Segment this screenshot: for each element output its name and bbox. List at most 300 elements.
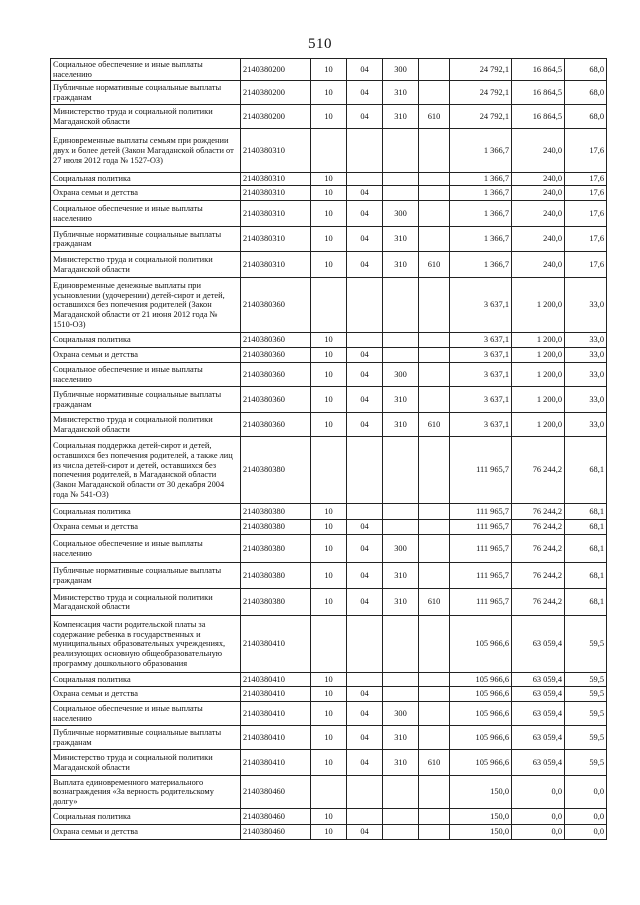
- table-row: [51, 673, 607, 687]
- table-body: [51, 59, 607, 840]
- row-department: [419, 363, 450, 387]
- row-name: Министерство труда и социальной политики Магаданской области: [51, 252, 241, 278]
- row-planned-amount: 3 637,1: [450, 363, 512, 387]
- row-actual-amount: 1 200,0: [512, 333, 565, 348]
- row-planned-amount: 111 965,7: [450, 589, 512, 616]
- row-expense-type: [383, 278, 419, 333]
- row-code: 2140380410: [241, 726, 311, 750]
- row-section: 10: [311, 504, 347, 520]
- table-row: [51, 589, 607, 616]
- row-name: Единовременные выплаты семьям при рождении двух и более детей (Закон Магаданской области от 27 июля 2012 года № 1527-ОЗ): [51, 129, 241, 173]
- row-expense-type: 310: [383, 413, 419, 437]
- row-percent: 68,1: [565, 504, 607, 520]
- table-row: [51, 825, 607, 840]
- row-planned-amount: 24 792,1: [450, 81, 512, 105]
- row-subsection: 04: [347, 825, 383, 840]
- row-expense-type: 310: [383, 81, 419, 105]
- table-row: [51, 105, 607, 129]
- table-row: [51, 59, 607, 81]
- row-subsection: 04: [347, 186, 383, 201]
- row-actual-amount: 1 200,0: [512, 278, 565, 333]
- table-row: [51, 252, 607, 278]
- row-expense-type: [383, 520, 419, 535]
- row-code: 2140380460: [241, 776, 311, 809]
- row-expense-type: 300: [383, 535, 419, 563]
- row-code: 2140380380: [241, 535, 311, 563]
- row-subsection: 04: [347, 252, 383, 278]
- row-subsection: [347, 504, 383, 520]
- row-department: [419, 673, 450, 687]
- row-department: [419, 726, 450, 750]
- row-expense-type: [383, 809, 419, 825]
- row-section: 10: [311, 252, 347, 278]
- row-section: [311, 129, 347, 173]
- row-planned-amount: 1 366,7: [450, 129, 512, 173]
- row-section: [311, 437, 347, 504]
- row-percent: 68,1: [565, 520, 607, 535]
- row-name: Охрана семьи и детства: [51, 186, 241, 201]
- row-expense-type: [383, 129, 419, 173]
- row-code: 2140380410: [241, 616, 311, 673]
- table-row: [51, 437, 607, 504]
- row-expense-type: [383, 776, 419, 809]
- row-section: 10: [311, 726, 347, 750]
- row-section: 10: [311, 81, 347, 105]
- row-expense-type: [383, 333, 419, 348]
- table-row: [51, 201, 607, 227]
- row-department: [419, 437, 450, 504]
- row-percent: 33,0: [565, 348, 607, 363]
- row-section: [311, 616, 347, 673]
- row-actual-amount: 0,0: [512, 825, 565, 840]
- table-row: [51, 278, 607, 333]
- row-code: 2140380380: [241, 563, 311, 589]
- row-code: 2140380200: [241, 59, 311, 81]
- row-percent: 68,0: [565, 105, 607, 129]
- row-subsection: 04: [347, 520, 383, 535]
- row-code: 2140380460: [241, 809, 311, 825]
- row-name: Публичные нормативные социальные выплаты гражданам: [51, 227, 241, 252]
- row-code: 2140380380: [241, 589, 311, 616]
- row-code: 2140380360: [241, 333, 311, 348]
- row-department: [419, 59, 450, 81]
- row-percent: 0,0: [565, 809, 607, 825]
- row-name: Министерство труда и социальной политики Магаданской области: [51, 413, 241, 437]
- row-name: Публичные нормативные социальные выплаты гражданам: [51, 387, 241, 413]
- row-actual-amount: 1 200,0: [512, 387, 565, 413]
- row-code: 2140380360: [241, 413, 311, 437]
- row-section: 10: [311, 413, 347, 437]
- row-section: 10: [311, 687, 347, 702]
- row-department: [419, 201, 450, 227]
- row-percent: 0,0: [565, 776, 607, 809]
- row-percent: 17,6: [565, 201, 607, 227]
- row-department: [419, 825, 450, 840]
- row-expense-type: [383, 348, 419, 363]
- row-actual-amount: 76 244,2: [512, 589, 565, 616]
- row-planned-amount: 24 792,1: [450, 105, 512, 129]
- row-planned-amount: 105 966,6: [450, 726, 512, 750]
- row-planned-amount: 1 366,7: [450, 186, 512, 201]
- row-percent: 68,1: [565, 535, 607, 563]
- row-department: [419, 186, 450, 201]
- row-actual-amount: 63 059,4: [512, 673, 565, 687]
- row-actual-amount: 1 200,0: [512, 348, 565, 363]
- row-department: [419, 687, 450, 702]
- row-code: 2140380410: [241, 750, 311, 776]
- row-section: 10: [311, 825, 347, 840]
- row-expense-type: [383, 186, 419, 201]
- row-department: [419, 504, 450, 520]
- row-planned-amount: 111 965,7: [450, 520, 512, 535]
- row-name: Охрана семьи и детства: [51, 825, 241, 840]
- row-name: Единовременные денежные выплаты при усыновлении (удочерении) детей-сирот и детей, оставшихся без попечения родителей (Закон Магаданской области от 21 июня 2012 года № 1510-ОЗ): [51, 278, 241, 333]
- row-section: 10: [311, 173, 347, 186]
- row-expense-type: [383, 687, 419, 702]
- table-row: [51, 563, 607, 589]
- row-section: 10: [311, 227, 347, 252]
- row-expense-type: 310: [383, 105, 419, 129]
- row-department: [419, 702, 450, 726]
- row-department: [419, 387, 450, 413]
- row-expense-type: 310: [383, 252, 419, 278]
- row-section: 10: [311, 387, 347, 413]
- row-department: [419, 616, 450, 673]
- row-actual-amount: 63 059,4: [512, 616, 565, 673]
- row-department: 610: [419, 589, 450, 616]
- row-subsection: [347, 437, 383, 504]
- row-section: [311, 278, 347, 333]
- row-actual-amount: 16 864,5: [512, 105, 565, 129]
- row-section: 10: [311, 750, 347, 776]
- row-code: 2140380310: [241, 201, 311, 227]
- table-row: [51, 227, 607, 252]
- row-planned-amount: 1 366,7: [450, 252, 512, 278]
- row-percent: 59,5: [565, 673, 607, 687]
- row-section: 10: [311, 589, 347, 616]
- row-planned-amount: 1 366,7: [450, 201, 512, 227]
- row-name: Социальная политика: [51, 333, 241, 348]
- row-expense-type: 300: [383, 363, 419, 387]
- row-planned-amount: 150,0: [450, 776, 512, 809]
- row-section: 10: [311, 363, 347, 387]
- row-subsection: 04: [347, 413, 383, 437]
- row-name: Публичные нормативные социальные выплаты гражданам: [51, 563, 241, 589]
- row-subsection: 04: [347, 535, 383, 563]
- row-department: 610: [419, 252, 450, 278]
- row-percent: 33,0: [565, 278, 607, 333]
- table-row: [51, 504, 607, 520]
- row-percent: 68,0: [565, 81, 607, 105]
- row-actual-amount: 0,0: [512, 776, 565, 809]
- row-subsection: 04: [347, 687, 383, 702]
- row-actual-amount: 240,0: [512, 201, 565, 227]
- table-row: [51, 173, 607, 186]
- row-subsection: 04: [347, 105, 383, 129]
- row-department: [419, 520, 450, 535]
- row-name: Министерство труда и социальной политики Магаданской области: [51, 105, 241, 129]
- row-percent: 17,6: [565, 186, 607, 201]
- row-name: Охрана семьи и детства: [51, 520, 241, 535]
- table-row: [51, 129, 607, 173]
- row-code: 2140380360: [241, 348, 311, 363]
- row-department: [419, 173, 450, 186]
- row-percent: 33,0: [565, 413, 607, 437]
- row-percent: 17,6: [565, 252, 607, 278]
- row-name: Публичные нормативные социальные выплаты гражданам: [51, 81, 241, 105]
- row-subsection: [347, 776, 383, 809]
- row-actual-amount: 240,0: [512, 173, 565, 186]
- row-planned-amount: 111 965,7: [450, 535, 512, 563]
- row-expense-type: [383, 437, 419, 504]
- row-actual-amount: 240,0: [512, 227, 565, 252]
- row-code: 2140380200: [241, 81, 311, 105]
- row-section: 10: [311, 809, 347, 825]
- row-expense-type: 310: [383, 387, 419, 413]
- row-code: 2140380310: [241, 252, 311, 278]
- row-code: 2140380310: [241, 173, 311, 186]
- table-row: [51, 348, 607, 363]
- row-subsection: [347, 809, 383, 825]
- table-row: [51, 535, 607, 563]
- row-code: 2140380410: [241, 702, 311, 726]
- row-subsection: 04: [347, 726, 383, 750]
- table-row: [51, 776, 607, 809]
- row-subsection: 04: [347, 81, 383, 105]
- row-percent: 68,1: [565, 563, 607, 589]
- row-name: Компенсация части родительской платы за содержание ребенка в государственных и муниципальных образовательных учреждениях, реализующих основную общеобразовательную программу дошкольного образования: [51, 616, 241, 673]
- row-expense-type: [383, 673, 419, 687]
- row-department: [419, 278, 450, 333]
- row-name: Социальное обеспечение и иные выплаты населению: [51, 702, 241, 726]
- row-actual-amount: 1 200,0: [512, 413, 565, 437]
- row-department: 610: [419, 750, 450, 776]
- row-department: [419, 809, 450, 825]
- row-subsection: [347, 616, 383, 673]
- table-row: [51, 616, 607, 673]
- row-planned-amount: 3 637,1: [450, 413, 512, 437]
- table-row: [51, 809, 607, 825]
- row-planned-amount: 111 965,7: [450, 504, 512, 520]
- row-code: 2140380410: [241, 687, 311, 702]
- row-name: Социальная политика: [51, 809, 241, 825]
- row-planned-amount: 105 966,6: [450, 702, 512, 726]
- row-code: 2140380360: [241, 387, 311, 413]
- table-row: [51, 333, 607, 348]
- row-percent: 17,6: [565, 173, 607, 186]
- row-percent: 68,1: [565, 589, 607, 616]
- row-expense-type: [383, 825, 419, 840]
- row-percent: 17,6: [565, 227, 607, 252]
- row-section: 10: [311, 702, 347, 726]
- row-name: Социальное обеспечение и иные выплаты населению: [51, 535, 241, 563]
- row-name: Социальное обеспечение и иные выплаты населению: [51, 201, 241, 227]
- row-planned-amount: 105 966,6: [450, 616, 512, 673]
- table-row: [51, 81, 607, 105]
- row-actual-amount: 63 059,4: [512, 702, 565, 726]
- table-row: [51, 186, 607, 201]
- row-planned-amount: 24 792,1: [450, 59, 512, 81]
- row-actual-amount: 240,0: [512, 129, 565, 173]
- row-code: 2140380410: [241, 673, 311, 687]
- row-department: [419, 776, 450, 809]
- table-row: [51, 413, 607, 437]
- row-expense-type: 310: [383, 589, 419, 616]
- row-section: 10: [311, 520, 347, 535]
- row-code: 2140380310: [241, 227, 311, 252]
- row-planned-amount: 3 637,1: [450, 278, 512, 333]
- row-expense-type: 310: [383, 726, 419, 750]
- row-actual-amount: 0,0: [512, 809, 565, 825]
- row-percent: 68,0: [565, 59, 607, 81]
- row-subsection: [347, 333, 383, 348]
- row-percent: 33,0: [565, 363, 607, 387]
- row-name: Социальная поддержка детей-сирот и детей, оставшихся без попечения родителей, а также лиц из числа детей-сирот и детей, оставшихся без попечения родителей, в Магаданской области (Закон Магаданской области от 30 декабря 2004 года № 541-ОЗ): [51, 437, 241, 504]
- table-row: [51, 687, 607, 702]
- page-number: 510: [308, 36, 332, 52]
- row-actual-amount: 63 059,4: [512, 726, 565, 750]
- row-planned-amount: 1 366,7: [450, 173, 512, 186]
- row-name: Социальная политика: [51, 673, 241, 687]
- row-percent: 68,1: [565, 437, 607, 504]
- row-code: 2140380360: [241, 363, 311, 387]
- row-actual-amount: 76 244,2: [512, 437, 565, 504]
- row-planned-amount: 150,0: [450, 809, 512, 825]
- row-department: 610: [419, 413, 450, 437]
- table-row: [51, 520, 607, 535]
- row-percent: 33,0: [565, 333, 607, 348]
- row-section: 10: [311, 105, 347, 129]
- table-row: [51, 726, 607, 750]
- row-actual-amount: 76 244,2: [512, 535, 565, 563]
- row-department: [419, 227, 450, 252]
- row-expense-type: 300: [383, 201, 419, 227]
- row-planned-amount: 105 966,6: [450, 687, 512, 702]
- row-expense-type: 300: [383, 702, 419, 726]
- row-subsection: 04: [347, 387, 383, 413]
- row-section: 10: [311, 59, 347, 81]
- row-department: [419, 535, 450, 563]
- row-subsection: 04: [347, 702, 383, 726]
- row-actual-amount: 76 244,2: [512, 504, 565, 520]
- row-code: 2140380380: [241, 437, 311, 504]
- row-department: [419, 348, 450, 363]
- row-subsection: [347, 129, 383, 173]
- row-planned-amount: 150,0: [450, 825, 512, 840]
- row-section: 10: [311, 186, 347, 201]
- row-name: Публичные нормативные социальные выплаты гражданам: [51, 726, 241, 750]
- row-percent: 59,5: [565, 750, 607, 776]
- row-subsection: 04: [347, 750, 383, 776]
- row-department: 610: [419, 105, 450, 129]
- budget-table: [50, 58, 607, 840]
- row-name: Охрана семьи и детства: [51, 348, 241, 363]
- row-percent: 59,5: [565, 687, 607, 702]
- row-percent: 0,0: [565, 825, 607, 840]
- row-actual-amount: 63 059,4: [512, 687, 565, 702]
- row-subsection: 04: [347, 348, 383, 363]
- row-planned-amount: 1 366,7: [450, 227, 512, 252]
- row-subsection: 04: [347, 363, 383, 387]
- row-department: [419, 81, 450, 105]
- row-name: Охрана семьи и детства: [51, 687, 241, 702]
- row-percent: 17,6: [565, 129, 607, 173]
- row-code: 2140380310: [241, 186, 311, 201]
- row-actual-amount: 240,0: [512, 186, 565, 201]
- row-subsection: 04: [347, 59, 383, 81]
- row-planned-amount: 105 966,6: [450, 750, 512, 776]
- row-planned-amount: 111 965,7: [450, 437, 512, 504]
- row-section: 10: [311, 673, 347, 687]
- row-expense-type: [383, 504, 419, 520]
- row-section: 10: [311, 535, 347, 563]
- row-section: 10: [311, 333, 347, 348]
- table-row: [51, 702, 607, 726]
- table-row: [51, 363, 607, 387]
- row-actual-amount: 240,0: [512, 252, 565, 278]
- row-code: 2140380380: [241, 504, 311, 520]
- row-code: 2140380200: [241, 105, 311, 129]
- row-section: [311, 776, 347, 809]
- row-expense-type: 310: [383, 563, 419, 589]
- row-planned-amount: 3 637,1: [450, 348, 512, 363]
- row-name: Министерство труда и социальной политики Магаданской области: [51, 589, 241, 616]
- row-percent: 33,0: [565, 387, 607, 413]
- row-expense-type: [383, 616, 419, 673]
- row-code: 2140380380: [241, 520, 311, 535]
- row-percent: 59,5: [565, 726, 607, 750]
- row-subsection: 04: [347, 589, 383, 616]
- row-subsection: [347, 278, 383, 333]
- row-percent: 59,5: [565, 702, 607, 726]
- row-percent: 59,5: [565, 616, 607, 673]
- row-planned-amount: 3 637,1: [450, 387, 512, 413]
- row-subsection: [347, 173, 383, 186]
- row-name: Социальная политика: [51, 504, 241, 520]
- row-actual-amount: 16 864,5: [512, 59, 565, 81]
- row-subsection: 04: [347, 201, 383, 227]
- row-planned-amount: 3 637,1: [450, 333, 512, 348]
- row-code: 2140380460: [241, 825, 311, 840]
- row-name: Социальная политика: [51, 173, 241, 186]
- row-planned-amount: 105 966,6: [450, 673, 512, 687]
- row-name: Социальное обеспечение и иные выплаты населению: [51, 59, 241, 81]
- row-department: [419, 333, 450, 348]
- row-code: 2140380360: [241, 278, 311, 333]
- row-expense-type: 300: [383, 59, 419, 81]
- table-row: [51, 750, 607, 776]
- row-department: [419, 129, 450, 173]
- row-section: 10: [311, 201, 347, 227]
- row-department: [419, 563, 450, 589]
- row-actual-amount: 16 864,5: [512, 81, 565, 105]
- row-subsection: [347, 673, 383, 687]
- row-section: 10: [311, 563, 347, 589]
- row-expense-type: 310: [383, 227, 419, 252]
- row-actual-amount: 76 244,2: [512, 520, 565, 535]
- row-planned-amount: 111 965,7: [450, 563, 512, 589]
- row-name: Социальное обеспечение и иные выплаты населению: [51, 363, 241, 387]
- row-expense-type: [383, 173, 419, 186]
- row-expense-type: 310: [383, 750, 419, 776]
- row-name: Выплата единовременного материального вознаграждения «За верность родительскому долгу»: [51, 776, 241, 809]
- row-section: 10: [311, 348, 347, 363]
- row-code: 2140380310: [241, 129, 311, 173]
- row-subsection: 04: [347, 227, 383, 252]
- table-row: [51, 387, 607, 413]
- row-actual-amount: 1 200,0: [512, 363, 565, 387]
- row-subsection: 04: [347, 563, 383, 589]
